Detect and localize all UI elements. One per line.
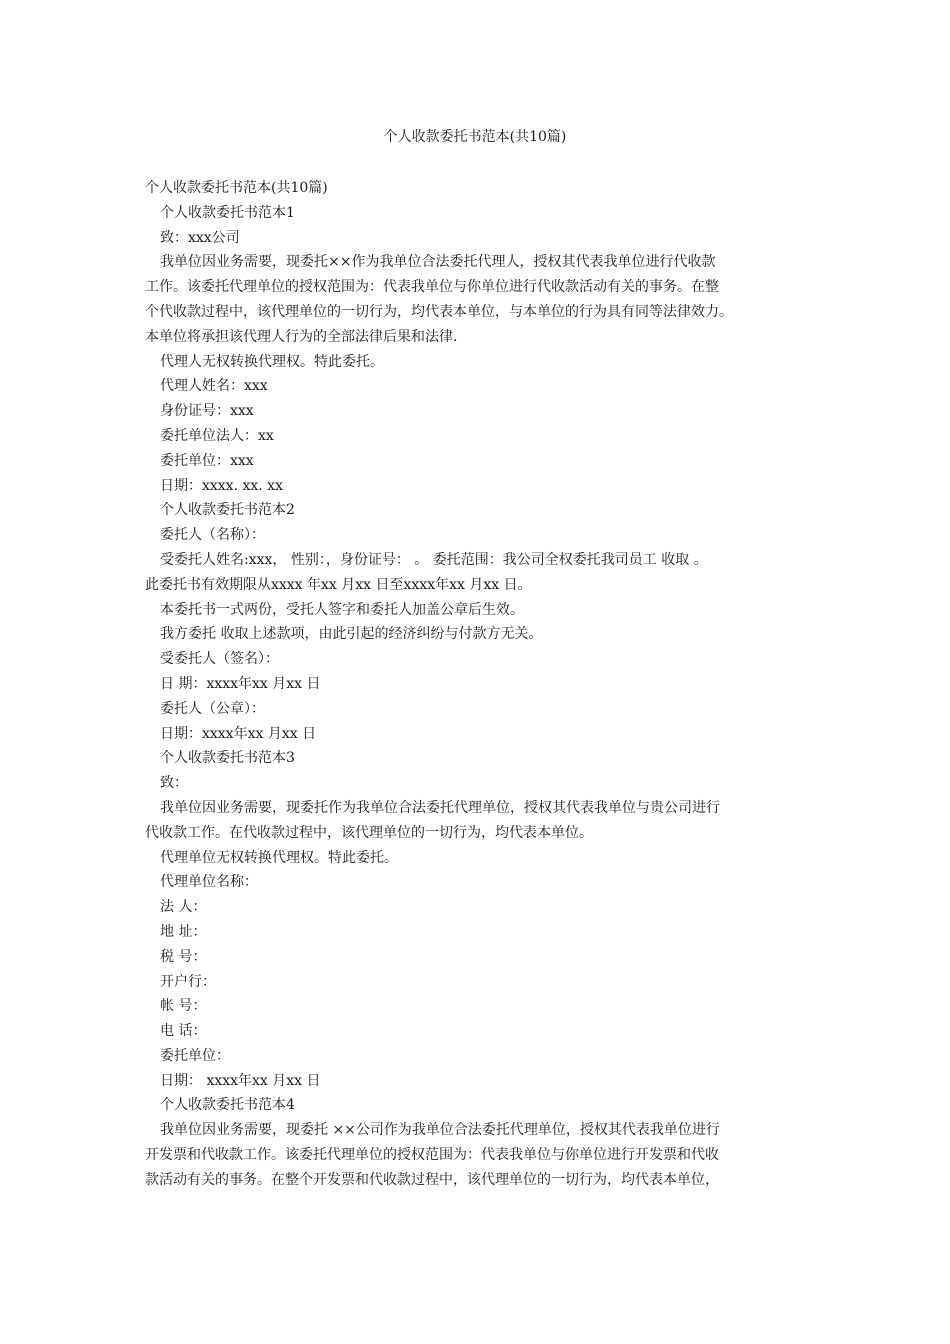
text-line: 我方委托 收取上述款项，由此引起的经济纠纷与付款方无关。 [160,626,543,643]
text-line: 个人收款委托书范本3 [160,750,295,767]
text-line: 法 人： [160,899,207,916]
text-line: 受委托人（签名）： [160,651,279,668]
text-line: 个人收款委托书范本(共10篇) [145,180,328,196]
text-line: 款活动有关的事务。在整个开发票和代收款过程中，该代理单位的一切行为，均代表本单位， [145,1171,719,1188]
text-line: 代理人姓名：xxx [160,378,268,395]
text-line: 电 话： [160,1023,207,1040]
text-line: 税 号： [160,948,207,965]
text-line: 委托单位：xxx [160,452,254,469]
text-line: 委托人（公章）： [160,700,265,717]
text-line: 个代收款过程中，该代理单位的一切行为，均代表本单位，与本单位的行为具有同等法律效力。 [145,303,733,320]
document-title: 个人收款委托书范本(共10篇) [383,129,567,145]
text-line: 日期：xxxx. xx. xx [160,477,283,494]
text-line: 开发票和代收款工作。该委托代理单位的授权范围为：代表我单位与你单位进行开发票和代收 [145,1147,719,1164]
text-line: 本单位将承担该代理人行为的全部法律后果和法律. [145,328,458,345]
text-line: 身份证号：xxx [160,403,254,420]
text-line: 日期：xxxx年xx 月xx 日 [160,725,317,742]
text-line: 致：xxx公司 [160,229,240,246]
text-line: 代收款工作。在代收款过程中，该代理单位的一切行为，均代表本单位。 [145,824,593,841]
text-line: 委托单位： [160,1047,230,1064]
text-line: 代理单位名称： [160,874,258,891]
document-body [145,176,813,1193]
text-line: 我单位因业务需要，现委托 ××公司作为我单位合法委托代理单位，授权其代表我单位进行 [160,1122,720,1139]
text-line: 日期： xxxx年xx 月xx 日 [160,1072,321,1089]
text-line: 个人收款委托书范本1 [160,204,295,221]
text-line: 委托单位法人：xx [160,427,274,444]
text-line: 我单位因业务需要，现委托作为我单位合法委托代理单位，授权其代表我单位与贵公司进行 [160,799,720,816]
text-line: 地 址： [160,923,207,940]
text-line: 日 期：xxxx年xx 月xx 日 [160,675,321,692]
text-line: 我单位因业务需要，现委托××作为我单位合法委托代理人，授权其代表我单位进行代收款 [160,254,716,271]
text-line: 代理单位无权转换代理权。特此委托。 [160,849,398,866]
text-line: 本委托书一式两份，受托人签字和委托人加盖公章后生效。 [160,601,524,618]
text-line: 个人收款委托书范本4 [160,1097,295,1114]
text-line: 工作。该委托代理单位的授权范围为：代表我单位与你单位进行代收款活动有关的事务。在整 [145,279,719,296]
text-line: 帐 号： [160,998,207,1015]
text-line: 开户行： [160,973,216,990]
text-line: 此委托书有效期限从xxxx 年xx 月xx 日至xxxx年xx 月xx 日。 [145,576,532,593]
text-line: 致： [160,775,188,792]
text-line: 代理人无权转换代理权。特此委托。 [160,353,384,370]
text-line: 委托人（名称）： [160,527,265,544]
text-line: 个人收款委托书范本2 [160,502,295,519]
text-line: 受委托人姓名:xxx， 性别：，身份证号： 。 委托范围：我公司全权委托我司员工 收取 。 [160,551,708,568]
